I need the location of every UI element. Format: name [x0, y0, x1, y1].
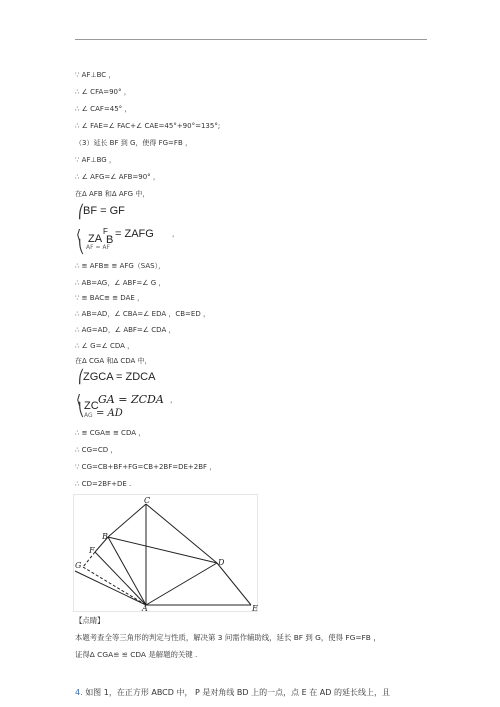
- label-C: C: [144, 496, 151, 505]
- proof-line: ∴ ≌ AFB≌ ≌ AFG（SAS），: [75, 262, 166, 270]
- proof-line: ∵ CG=CB+BF+FG=CB+2BF=DE+2BF ，: [75, 463, 217, 471]
- system2-comma: ，: [170, 396, 177, 404]
- system-brace-mid: ⟨: [76, 228, 82, 243]
- system1-row2-c: B: [106, 234, 114, 246]
- proof-line: ∴ AB=AG，∠ ABF=∠ G ，: [75, 279, 166, 287]
- dianjing-line: 本题考查全等三角形的判定与性质，解决第 3 问需作辅助线，延长 BF 到 G，使得 FG=FB ，: [75, 633, 381, 642]
- label-D: D: [218, 558, 225, 567]
- proof-line: ∴ ∠ FAE=∠ FAC+∠ CAE=45°+90°=135°;: [75, 122, 221, 130]
- proof-line: ∴ CD=2BF+DE .: [75, 480, 132, 488]
- question-text: 如图 1，在正方形 ABCD 中， P 是对角线 BD 上的一点，点 E 在 AD 的延长线上，且: [85, 688, 390, 697]
- proof-line: ∴ ∠ CFA=90° ，: [75, 88, 131, 96]
- proof-line: ∴ AB=AD，∠ CBA=∠ EDA ，CB=ED ，: [75, 310, 210, 318]
- system2-row2-a: ZC: [84, 400, 99, 412]
- proof-line: ∴ ≌ CGA≌ ≌ CDA ，: [75, 429, 146, 437]
- proof-line: 在Δ AFB 和Δ AFG 中，: [75, 190, 150, 198]
- system1-row1: BF = GF: [83, 205, 125, 217]
- proof-line: ∴ CG=CD ，: [75, 446, 118, 454]
- system2-row3-b: = AD: [96, 408, 123, 419]
- label-F: F: [89, 546, 95, 555]
- proof-line: （3）延长 BF 到 G，使得 FG=FB ，: [75, 139, 192, 147]
- system-brace-bottom: ⎝: [78, 403, 85, 418]
- proof-line: 在Δ CGA 和Δ CDA 中，: [75, 357, 152, 365]
- label-E: E: [252, 604, 258, 613]
- system-brace-mid: ⟨: [76, 393, 82, 408]
- system1-row2-a: ZA: [88, 233, 103, 245]
- label-B: B: [102, 532, 108, 541]
- proof-line: ∴ ∠ AFG=∠ AFB=90° ，: [75, 173, 160, 181]
- geometry-diagram: [74, 495, 257, 611]
- geometry-figure: [73, 494, 258, 612]
- proof-line: ∴ ∠ CAF=45° ，: [75, 105, 132, 113]
- question-number: 4.: [75, 688, 83, 697]
- proof-line: ∵ ≌ BAC≌ ≌ DAE ，: [75, 294, 145, 302]
- system-brace-top: ⎛: [78, 205, 85, 220]
- label-A: A: [142, 604, 148, 613]
- system1-row3: AF = AF: [86, 244, 110, 251]
- system1-row2-b: F: [103, 227, 108, 236]
- system-brace-top: ⎛: [78, 370, 85, 385]
- system2-row2-b: GA = ZCDA: [98, 393, 164, 406]
- system2-row3-a: AG: [84, 412, 93, 419]
- system2-row1: ZGCA = ZDCA: [83, 371, 156, 383]
- dianjing-line: 证得Δ CGA≌ ≌ CDA 是解题的关键 .: [75, 650, 198, 659]
- header-rule: [75, 39, 427, 40]
- system-brace-bottom: ⎝: [78, 240, 85, 255]
- system1-comma: ，: [172, 230, 179, 238]
- proof-line: ∴ ∠ G=∠ CDA ，: [75, 342, 135, 350]
- label-G: G: [75, 561, 82, 570]
- question-4: [75, 687, 390, 698]
- proof-line: ∴ AG=AD，∠ ABF=∠ CDA ，: [75, 326, 176, 334]
- system1-row2-d: = ZAFG: [115, 228, 154, 240]
- proof-line: ∵ AF⊥BC ，: [75, 71, 116, 79]
- dianjing-title: 【点睛】: [75, 616, 105, 625]
- proof-line: ∵ AF⊥BG ，: [75, 156, 116, 164]
